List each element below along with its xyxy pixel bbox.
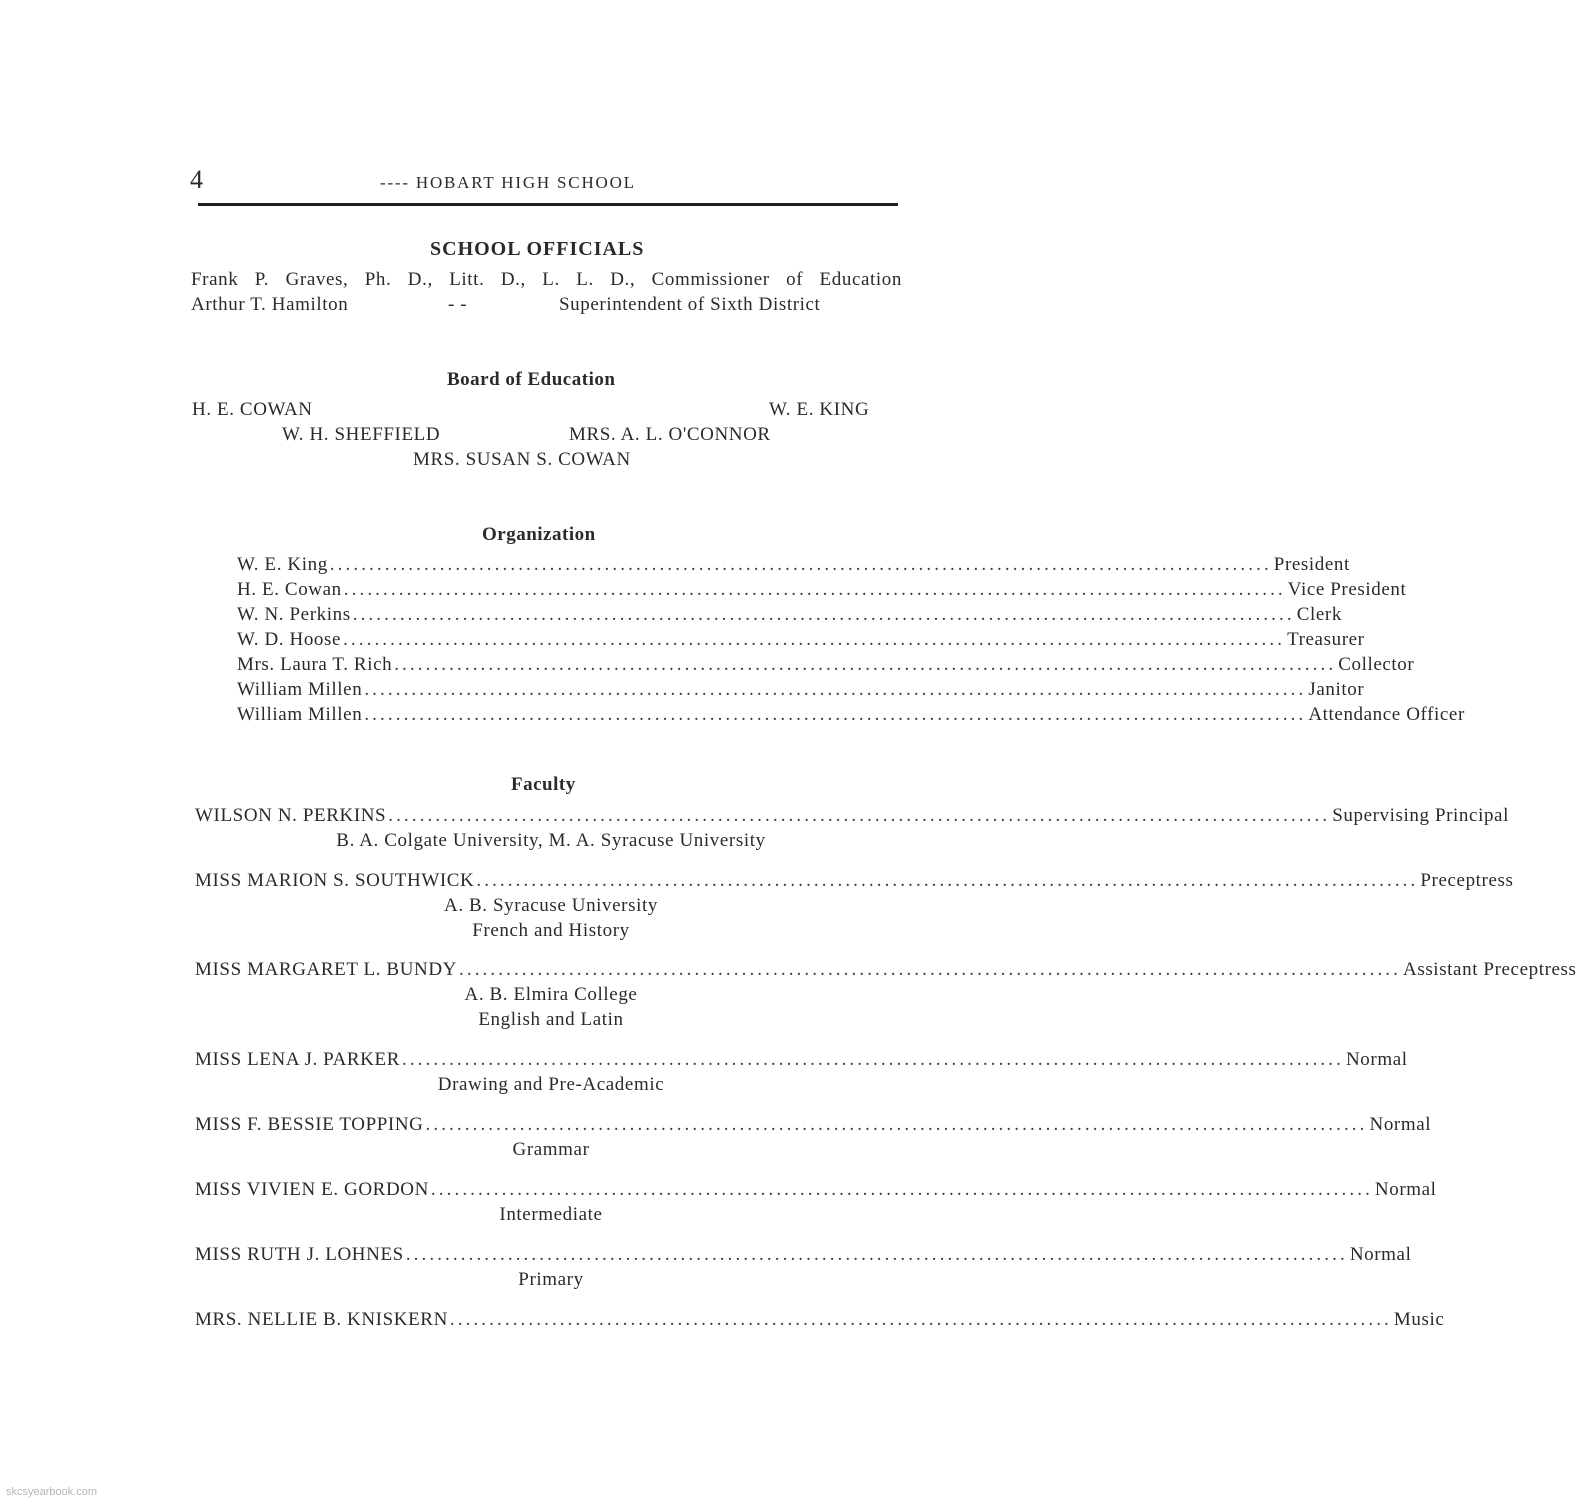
dot-leader: ........................................................................................................................ — [343, 579, 1286, 600]
organization-heading: Organization — [482, 524, 596, 545]
dot-leader: ........................................................................................................................ — [352, 604, 1295, 625]
faculty-entry — [195, 805, 1509, 855]
entry-name: MRS. NELLIE B. KNISKERN — [195, 1309, 448, 1330]
faculty-row — [195, 1179, 1437, 1204]
faculty-entry — [195, 1309, 1445, 1334]
entry-name: MISS F. BESSIE TOPPING — [195, 1114, 424, 1135]
dot-leader: ........................................................................................................................ — [476, 870, 1419, 891]
entry-name: WILSON N. PERKINS — [195, 805, 387, 826]
faculty-detail: Primary — [518, 1269, 584, 1290]
school-officials-heading: SCHOOL OFFICIALS — [430, 238, 645, 260]
entry-name: W. N. Perkins — [237, 604, 351, 625]
organization-row — [237, 704, 1465, 729]
board-heading: Board of Education — [447, 369, 616, 390]
dot-leader: ........................................................................................................................ — [405, 1244, 1348, 1265]
entry-role: Vice President — [1287, 579, 1407, 600]
faculty-row — [195, 959, 1577, 984]
entry-name: H. E. Cowan — [237, 579, 342, 600]
entry-role: Normal — [1349, 1244, 1412, 1265]
entry-role: Assistant Preceptress — [1403, 959, 1577, 980]
faculty-row — [195, 1244, 1412, 1269]
organization-row — [237, 679, 1365, 704]
site-watermark: skcsyearbook.com — [6, 1486, 98, 1498]
faculty-row — [195, 805, 1509, 830]
faculty-row — [195, 870, 1514, 895]
entry-role: Supervising Principal — [1332, 805, 1509, 826]
entry-name: William Millen — [237, 679, 363, 700]
header-rule — [198, 203, 898, 206]
board-member: W. E. KING — [769, 399, 870, 420]
organization-row — [237, 554, 1350, 579]
organization-row — [237, 579, 1407, 604]
faculty-entry — [195, 870, 1514, 945]
entry-role: Normal — [1345, 1049, 1408, 1070]
faculty-row — [195, 1309, 1445, 1334]
superintendent-title: Superintendent of Sixth District — [559, 294, 821, 315]
faculty-entry — [195, 1114, 1432, 1164]
dot-leader: ........................................................................................................................ — [401, 1049, 1344, 1070]
entry-name: William Millen — [237, 704, 363, 725]
entry-role: Preceptress — [1420, 870, 1514, 891]
entry-name: MISS MARION S. SOUTHWICK — [195, 870, 475, 891]
dot-leader: ........................................................................................................................ — [364, 679, 1307, 700]
dot-leader: ........................................................................................................................ — [449, 1309, 1392, 1330]
organization-row — [237, 604, 1342, 629]
faculty-detail: French and History — [472, 920, 630, 941]
entry-name: MISS RUTH J. LOHNES — [195, 1244, 404, 1265]
faculty-detail: Drawing and Pre-Academic — [437, 1074, 665, 1095]
dot-leader: ........................................................................................................................ — [364, 704, 1307, 725]
faculty-row — [195, 1114, 1432, 1139]
dot-leader: ........................................................................................................................ — [459, 959, 1401, 980]
faculty-detail: Intermediate — [499, 1204, 603, 1225]
running-head: ---- HOBART HIGH SCHOOL — [380, 173, 636, 192]
entry-role: President — [1273, 554, 1350, 575]
faculty-entry — [195, 959, 1577, 1034]
faculty-detail: English and Latin — [478, 1009, 624, 1030]
entry-role: Normal — [1369, 1114, 1432, 1135]
faculty-detail: Grammar — [512, 1139, 590, 1160]
entry-name: MISS LENA J. PARKER — [195, 1049, 400, 1070]
faculty-entry — [195, 1244, 1412, 1294]
entry-role: Clerk — [1296, 604, 1342, 625]
faculty-entry — [195, 1179, 1437, 1229]
board-member: MRS. A. L. O'CONNOR — [569, 424, 771, 445]
entry-role: Treasurer — [1287, 629, 1365, 650]
entry-name: MISS VIVIEN E. GORDON — [195, 1179, 429, 1200]
entry-role: Normal — [1374, 1179, 1437, 1200]
board-member: MRS. SUSAN S. COWAN — [413, 449, 631, 470]
faculty-heading: Faculty — [511, 774, 576, 795]
board-member: W. H. SHEFFIELD — [282, 424, 441, 445]
faculty-row — [195, 1049, 1408, 1074]
commissioner-line: Frank P. Graves, Ph. D., Litt. D., L. L. D., Commissioner of Education — [191, 269, 902, 290]
organization-list — [237, 554, 1465, 729]
faculty-entry — [195, 1049, 1408, 1099]
dot-leader: ........................................................................................................................ — [394, 654, 1337, 675]
superintendent-name: Arthur T. Hamilton — [191, 294, 349, 315]
organization-row — [237, 654, 1415, 679]
dot-leader: ........................................................................................................................ — [343, 629, 1286, 650]
entry-name: W. D. Hoose — [237, 629, 342, 650]
faculty-detail: B. A. Colgate University, M. A. Syracuse University — [336, 830, 766, 851]
faculty-detail: A. B. Elmira College — [464, 984, 638, 1005]
organization-row — [237, 629, 1365, 654]
entry-name: W. E. King — [237, 554, 328, 575]
entry-role: Attendance Officer — [1308, 704, 1465, 725]
board-member: H. E. COWAN — [192, 399, 313, 420]
entry-role: Janitor — [1308, 679, 1365, 700]
entry-name: Mrs. Laura T. Rich — [237, 654, 393, 675]
superintendent-dashes: - - — [448, 294, 468, 315]
dot-leader: ........................................................................................................................ — [329, 554, 1272, 575]
dot-leader: ........................................................................................................................ — [430, 1179, 1373, 1200]
faculty-detail: A. B. Syracuse University — [444, 895, 658, 916]
entry-role: Music — [1393, 1309, 1445, 1330]
dot-leader: ........................................................................................................................ — [425, 1114, 1368, 1135]
dot-leader: ........................................................................................................................ — [388, 805, 1331, 826]
entry-name: MISS MARGARET L. BUNDY — [195, 959, 457, 980]
page-number: 4 — [190, 165, 203, 194]
entry-role: Collector — [1338, 654, 1415, 675]
